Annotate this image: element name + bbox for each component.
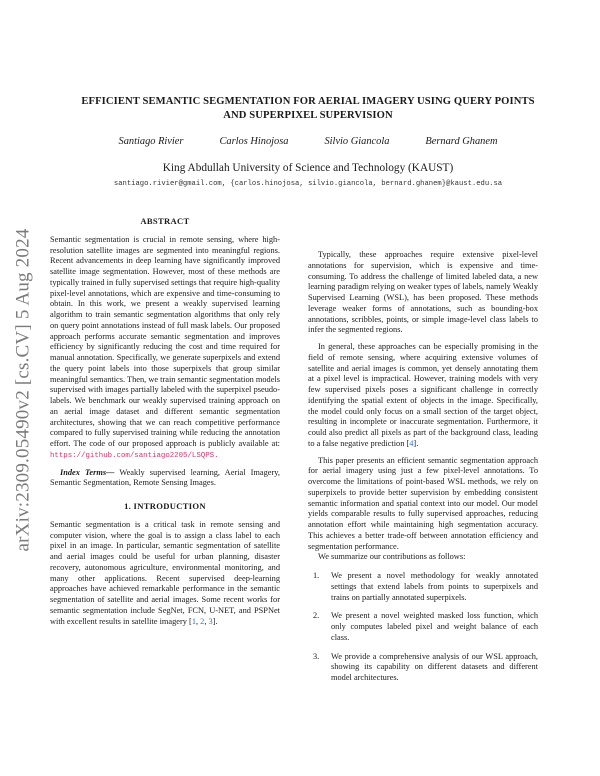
index-terms	[50, 468, 280, 490]
author-name: Carlos Hinojosa	[219, 136, 289, 147]
list-text: We present a novel methodology for weakly annotated settings that extend labels from points to superpixels and trains on partially annotated superpixels.	[331, 571, 538, 602]
abstract-heading: ABSTRACT	[140, 216, 190, 226]
author-name: Santiago Rivier	[118, 136, 184, 147]
title-line-1: EFFICIENT SEMANTIC SEGMENTATION FOR AERIAL IMAGERY USING QUERY POINTS	[81, 96, 535, 107]
paragraph-remote-sensing-text: In general, these approaches can be especially promising in the field of remote sensing, where acquiring extensive volumes of satellite and aerial images is common, yet densely annotating them at a pixel level is impractical. However, training models with very few supervised pixels poses a significant challenge in correctly identifying the spatial extent of objects in the image. Specifically, the model could only focus on a small section of the target object, resulting in incomplete or inaccurate segmentation. Furthermore, it could also predict all pixels as part of the background class, leading to a false negative prediction [	[308, 342, 538, 448]
list-number: 2.	[313, 611, 320, 621]
citation-link[interactable]: 3	[208, 616, 213, 626]
paper-title	[60, 95, 556, 123]
intro-body: Semantic segmentation is a critical task in remote sensing and computer vision, where the goal is to assign a class label to each pixel in an image. In particular, semantic segmentation of satellite and aerial images could be useful for urban planning, disaster recovery, autonomous agriculture, environmental monitoring, and many other applications. Recent supervised deep-learning approaches have achieved remarkable performance in the semantic segmentation of satellite and aerial images. Some recent works for semantic segmentation include SegNet, FCN, U-NET, and PSPNet with excellent results in satellite imagery [1, 2, 3].	[50, 519, 280, 626]
paragraph-remote-sensing	[308, 342, 538, 450]
paragraph-approach: This paper presents an efficient semantic segmentation approach for aerial imagery using just a few pixel-level annotations. To overcome the limitations of point-based WSL methods, we rely on superpixels to provide better supervision by embedding consistent semantic information and spatial context into our model. Our model yields comparable results to fully supervised approaches, reducing annotation effort while maintaining high segmentation accuracy. This achieves a better trade-off between annotation efficiency and segmentation performance.	[308, 455, 538, 551]
abstract-text: Semantic segmentation is crucial in remote sensing, where high-resolution satellite images are segmented into meaningful regions. Recent advancements in deep learning have significantly improved satellite image segmentation. However, most of these methods are typically trained in fully supervised settings that require high-quality pixel-level annotations, which are expensive and time-consuming to obtain. In this work, we present a weakly supervised learning algorithm to train semantic segmentation algorithms that only rely on query point annotations instead of full mask labels. Our proposed approach performs accurate semantic segmentation and improves efficiency by significantly reducing the cost and time required for manual annotation. Specifically, we generate superpixels and extend the query point labels into those superpixels that group similar meaningful semantics. Then, we train semantic segmentation models supervised with images partially labeled with the superpixel pseudo-labels. We benchmark our weakly supervised training approach on an aerial image dataset and different semantic segmentation architectures, showing that we can reach competitive performance compared to fully supervised training while reducing the annotation effort. The code of our proposed approach is publicly available at:	[50, 234, 280, 448]
intro-text: Semantic segmentation is a critical task in remote sensing and computer vision, where the goal is to assign a class label to each pixel in an image. In particular, semantic segmentation of satellite and aerial images could be useful for urban planning, disaster recovery, autonomous agriculture, environmental monitoring, and many other applications. Recent supervised deep-learning approaches have achieved remarkable performance in the semantic segmentation of satellite and aerial images. Some recent works for semantic segmentation include SegNet, FCN, U-NET, and PSPNet with excellent results in satellite imagery [	[50, 519, 280, 626]
list-number: 1.	[313, 571, 320, 580]
paragraph-remote-sensing-end: ].	[413, 438, 419, 448]
right-column	[308, 250, 538, 692]
intro-text-end: ].	[212, 616, 218, 626]
arxiv-identifier: arXiv:2309.05490v2 [cs.CV] 5 Aug 2024	[12, 228, 33, 552]
paragraph-wsl: Typically, these approaches require extensive pixel-level annotations for supervision, which is expensive and time-consuming. To address the challenge of limited labeled data, a new learning paradigm relying on weaker types of labels, namely Weakly Supervised Learning (WSL), has been proposed. These methods leverage weaker forms of annotations, such as bounding-box annotations, scribbles, points, or simple image-level class labels to infer the segmented regions.	[308, 250, 538, 335]
author-name: Silvio Giancola	[324, 136, 390, 147]
list-item	[308, 652, 538, 684]
list-number: 3.	[313, 651, 320, 661]
author-emails: santiago.rivier@gmail.com, {carlos.hinojosa, silvio.giancola, bernard.ghanem}@kaust.edu.sa	[113, 180, 503, 188]
contributions-list	[308, 571, 538, 684]
affiliation: King Abdullah University of Science and Technology (KAUST)	[162, 162, 454, 174]
code-link[interactable]: https://github.com/santiago2205/LSQPS.	[50, 451, 219, 460]
paragraph-summary: We summarize our contributions as follows:	[318, 552, 466, 562]
index-terms-text: Weakly supervised learning, Aerial Imagery, Semantic Segmentation, Remote Sensing Images.	[50, 467, 280, 488]
intro-heading: 1. INTRODUCTION	[124, 501, 206, 511]
citation-link[interactable]: 1	[191, 616, 196, 626]
arxiv-stamp	[4, 200, 42, 580]
index-terms-label: Index Terms—	[60, 467, 115, 477]
author-list	[60, 136, 556, 147]
list-item	[308, 571, 538, 603]
citation-link[interactable]: 4	[409, 438, 414, 448]
list-text: We present a novel weighted masked loss function, which only computes labeled pixel and weight balance of each class.	[331, 611, 538, 642]
list-item	[308, 611, 538, 643]
list-text: We provide a comprehensive analysis of our WSL approach, showing its capability on different datasets and different model architectures.	[331, 651, 538, 682]
citation-link[interactable]: 2	[200, 616, 205, 626]
abstract-body	[50, 235, 280, 462]
title-line-2: AND SUPERPIXEL SUPERVISION	[223, 110, 393, 121]
author-name: Bernard Ghanem	[425, 136, 498, 147]
left-column	[50, 212, 280, 627]
